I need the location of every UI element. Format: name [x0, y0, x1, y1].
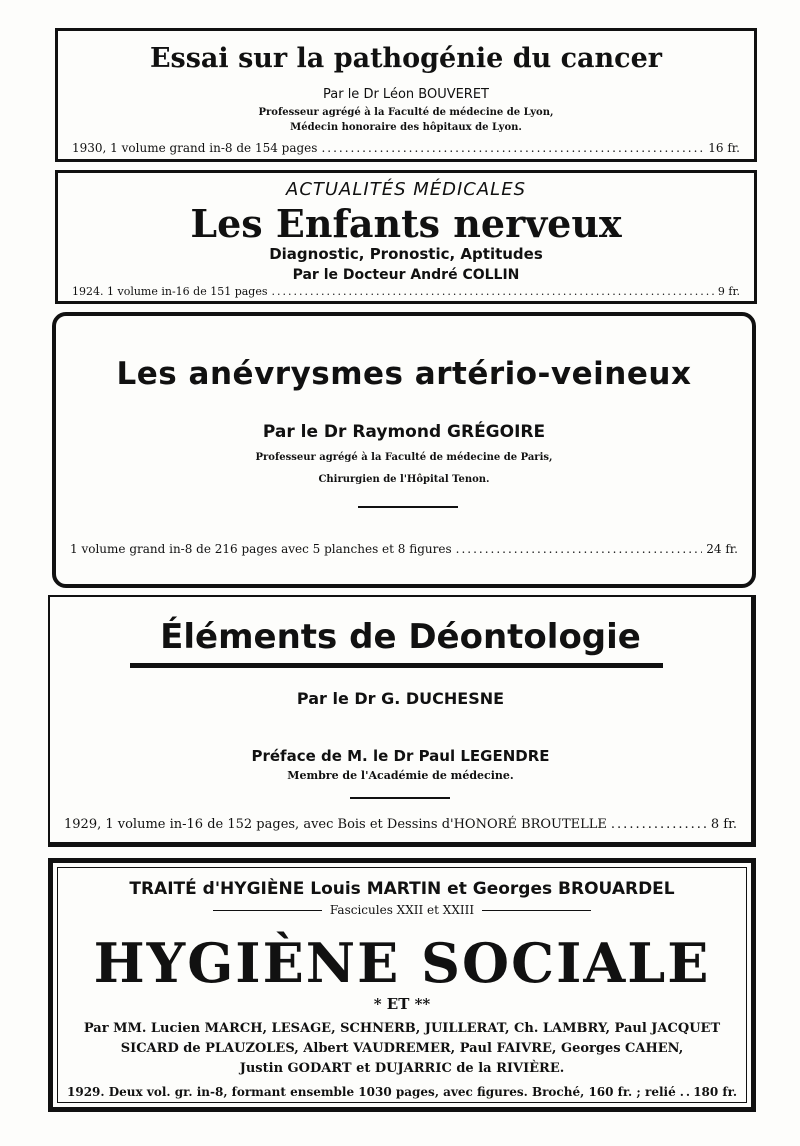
ad4-price: 8 fr.: [710, 817, 737, 832]
ad5-price: 180 fr.: [693, 1085, 737, 1099]
ad1-leader-dots: [321, 141, 704, 155]
ad-deontologie: [48, 595, 756, 847]
ad-pathogenie-cancer: [55, 28, 757, 162]
ad3-price-row: [70, 542, 738, 556]
ad4-author: Par le Dr G. DUCHESNE: [296, 689, 505, 708]
ad5-price-row: [67, 1085, 737, 1099]
ad1-desc-line1: Professeur agrégé à la Faculté de médecine de Lyon,: [258, 107, 554, 118]
ad5-leader-dots: [680, 1085, 689, 1099]
ad-enfants-nerveux: [55, 170, 757, 304]
ad5-authors-line3: Justin GODART et DUJARRIC de la RIVIÈRE.: [239, 1061, 565, 1076]
ad4-volume: 1929, 1 volume in-16 de 152 pages, avec Bois et Dessins d'HONORÉ BROUTELLE: [64, 817, 607, 832]
ad1-title: Essai sur la pathogénie du cancer: [149, 43, 663, 74]
ad5-header: TRAITÉ d'HYGIÈNE Louis MARTIN et Georges BROUARDEL: [129, 879, 675, 899]
ad5-stars: * ET **: [373, 995, 431, 1013]
ad5-title: HYGIÈNE SOCIALE: [93, 931, 711, 995]
ad2-volume: 1924. 1 volume in-16 de 151 pages: [72, 285, 268, 298]
ad4-divider: [350, 797, 450, 799]
ad1-price: 16 fr.: [708, 141, 740, 155]
ad3-volume: 1 volume grand in-8 de 216 pages avec 5 planches et 8 figures: [70, 542, 452, 556]
ad4-title: Éléments de Déontologie: [160, 617, 641, 657]
ad5-fascicules-rule-left: [213, 910, 322, 911]
ad2-leader-dots: [272, 285, 714, 298]
ad2-series: ACTUALITÉS MÉDICALES: [286, 179, 526, 200]
ad5-authors-line1: Par MM. Lucien MARCH, LESAGE, SCHNERB, JUILLERAT, Ch. LAMBRY, Paul JACQUET: [83, 1021, 721, 1036]
ad4-preface: Préface de M. le Dr Paul LEGENDRE: [251, 747, 550, 765]
ad4-leader-dots: [611, 817, 707, 832]
ad3-leader-dots: [456, 542, 703, 556]
ad5-authors-line2: SICARD de PLAUZOLES, Albert VAUDREMER, Paul FAIVRE, Georges CAHEN,: [120, 1041, 684, 1056]
ad1-desc-line2: Médecin honoraire des hôpitaux de Lyon.: [290, 122, 522, 133]
ad1-author: Par le Dr Léon BOUVERET: [323, 87, 489, 102]
ad3-title: Les anévrysmes artério-veineux: [116, 356, 692, 392]
ad3-author: Par le Dr Raymond GRÉGOIRE: [262, 422, 546, 442]
ad3-desc-line1: Professeur agrégé à la Faculté de médecine de Paris,: [255, 452, 553, 463]
ad4-member: Membre de l'Académie de médecine.: [287, 769, 514, 782]
ad3-desc-line2: Chirurgien de l'Hôpital Tenon.: [318, 474, 490, 485]
ad5-fascicules-row: [213, 903, 591, 917]
ad5-fascicules-rule-right: [482, 910, 591, 911]
ad1-price-row: [72, 141, 740, 155]
ad4-title-underline: [130, 663, 663, 668]
ad3-divider: [358, 506, 458, 508]
ad3-price: 24 fr.: [706, 542, 738, 556]
ad1-volume: 1930, 1 volume grand in-8 de 154 pages: [72, 141, 318, 155]
ad2-price-row: [72, 285, 740, 298]
ad5-volume: 1929. Deux vol. gr. in-8, formant ensemble 1030 pages, avec figures. Broché, 160 fr. ; relié: [67, 1085, 676, 1099]
ad2-author: Par le Docteur André COLLIN: [292, 267, 520, 283]
ad-hygiene-sociale: [48, 858, 756, 1112]
ad2-price: 9 fr.: [717, 285, 740, 298]
ad2-title: Les Enfants nerveux: [190, 201, 622, 246]
ad5-fascicules: Fascicules XXII et XXIII: [329, 903, 475, 917]
ad2-subtitle: Diagnostic, Pronostic, Aptitudes: [269, 245, 543, 263]
ad4-price-row: [64, 817, 737, 832]
ad-anevrysmes: [52, 312, 756, 588]
